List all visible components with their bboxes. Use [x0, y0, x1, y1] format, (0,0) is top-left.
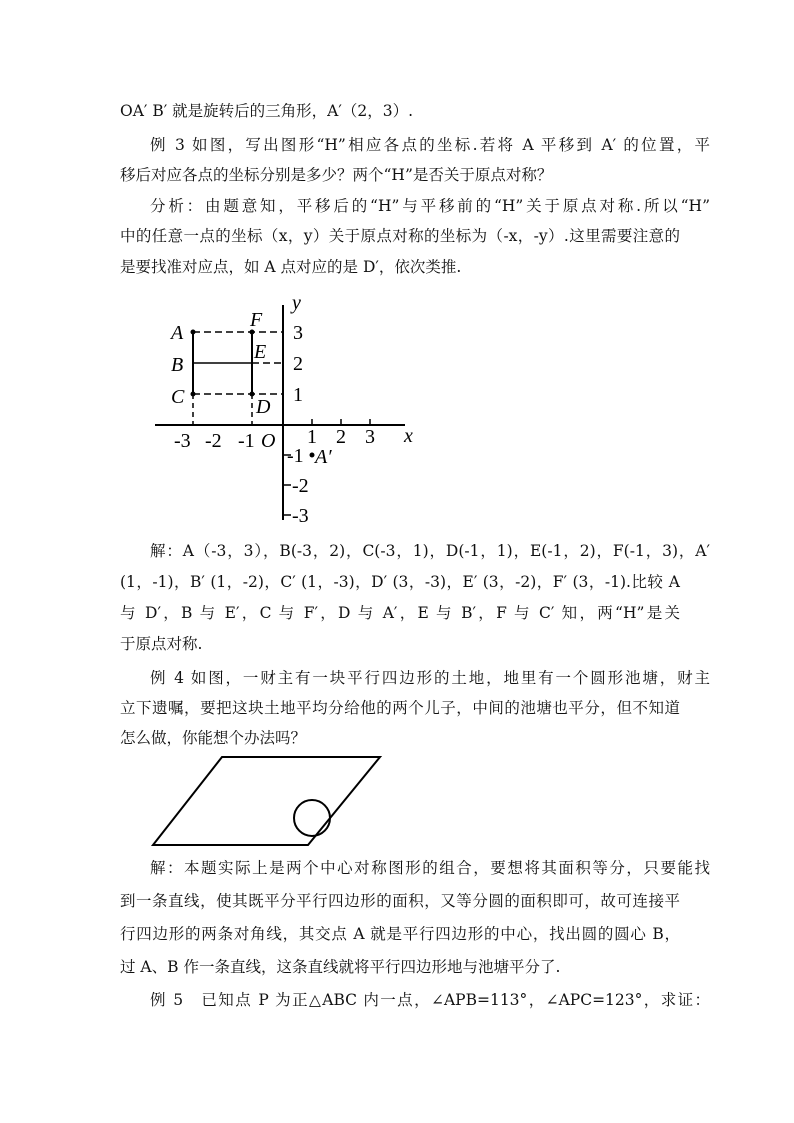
y-tick-label: -1	[287, 445, 304, 467]
text-line-3: 移后对应各点的坐标分别是多少？两个“H”是否关于原点对称？	[120, 166, 553, 184]
text-line-10: 于原点对称.	[120, 635, 203, 653]
text-line-8: (1，-1)，B′ (1，-2)，C′ (1，-3)，D′ (3，-3)，E′ (3，-2)，F′ (3，-1).比较 A	[120, 573, 680, 591]
x-tick-label: -2	[205, 430, 222, 452]
y-tick-label: -3	[292, 505, 309, 527]
circular-pond	[294, 800, 330, 836]
text-line-1: OA′ B′ 就是旋转后的三角形，A′（2，3）.	[120, 102, 414, 120]
y-axis-label: y	[292, 295, 301, 314]
y-tick-label: -2	[292, 475, 309, 497]
point-label-a-prime: A′	[315, 446, 332, 468]
point-d	[250, 392, 255, 397]
text-line-5: 中的任意一点的坐标（x，y）关于原点对称的坐标为（-x，-y）.这里需要注意的	[120, 227, 680, 245]
text-line-7: 解：A（-3，3），B(-3，2)，C(-3，1)，D(-1，1)，E(-1，2)，F(-1，3)，A′	[150, 542, 710, 560]
point-label-a: A	[171, 322, 184, 344]
x-tick-label: 2	[336, 426, 346, 448]
y-tick-label: 1	[293, 384, 303, 406]
coordinate-figure	[150, 295, 420, 530]
text-line-15: 到一条直线，使其既平分平行四边形的面积，又等分圆的面积即可，故可连接平	[120, 892, 680, 910]
text-line-12: 立下遗嘱，要把这块土地平均分给他的两个儿子，中间的池塘也平分，但不知道	[120, 699, 680, 717]
text-line-17: 过 A、B 作一条直线，这条直线就将平行四边形地与池塘平分了.	[120, 958, 561, 976]
point-label-b: B	[171, 354, 184, 376]
text-line-13: 怎么做，你能想个办法吗？	[120, 729, 307, 747]
point-a-prime	[310, 453, 315, 458]
text-line-11: 例 4 如图，一财主有一块平行四边形的土地，地里有一个圆形池塘，财主	[150, 669, 710, 687]
x-tick-label: 1	[307, 426, 317, 448]
point-label-e: E	[254, 341, 267, 363]
text-line-14: 解：本题实际上是两个中心对称图形的组合，要想将其面积等分，只要能找	[150, 859, 710, 877]
point-label-c: C	[171, 386, 185, 408]
point-a	[191, 330, 196, 335]
origin-label: O	[261, 430, 276, 452]
text-line-16: 行四边形的两条对角线，其交点 A 就是平行四边形的中心，找出圆的圆心 B，	[120, 925, 680, 943]
text-line-6: 是要找准对应点，如 A 点对应的是 D′，依次类推.	[120, 258, 462, 276]
x-tick-label: -1	[238, 430, 255, 452]
text-line-2: 例 3 如图，写出图形“H”相应各点的坐标.若将 A 平移到 A′ 的位置，平	[150, 136, 710, 154]
parallelogram-land	[153, 757, 380, 845]
point-c	[191, 392, 196, 397]
text-line-4: 分析：由题意知，平移后的“H”与平移前的“H”关于原点对称.所以“H”	[150, 197, 710, 215]
y-tick-label: 3	[293, 322, 303, 344]
text-line-18: 例 5 已知点 P 为正△ABC 内一点，∠APB=113°，∠APC=123°，求证：	[150, 991, 710, 1009]
x-tick-label: 3	[365, 426, 375, 448]
point-label-f: F	[250, 309, 263, 331]
x-axis-label: x	[404, 425, 413, 447]
parallelogram-figure	[150, 752, 385, 852]
y-tick-label: 2	[293, 353, 303, 375]
text-line-9: 与 D′，B 与 E′，C 与 F′，D 与 A′，E 与 B′，F 与 C′ 知，两“H”是关	[120, 604, 680, 622]
point-label-d: D	[256, 396, 271, 418]
x-tick-label: -3	[174, 430, 191, 452]
